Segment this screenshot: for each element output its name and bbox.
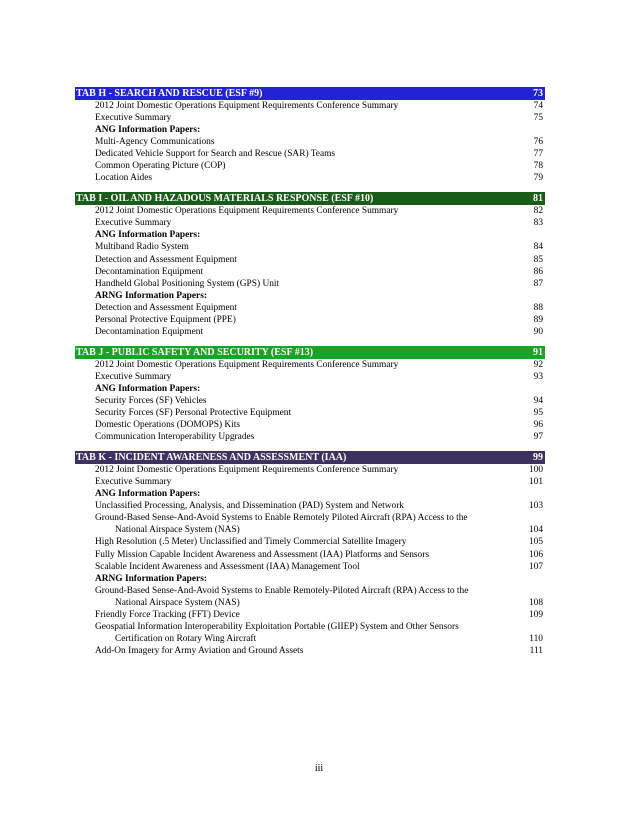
entry-page-number: 103 [528,501,543,512]
toc-section [75,451,545,657]
entry-page-number: 79 [533,173,543,184]
toc-subheading [75,290,545,302]
section-title: TAB I - OIL AND HAZADOUS MATERIALS RESPONSE (ESF #10) [76,193,374,205]
toc-entry[interactable] [75,609,545,621]
table-of-contents [75,87,545,665]
entry-page-number: 111 [529,645,543,656]
entry-label: Ground-Based Sense-And-Avoid Systems to Enable Remotely Piloted Aircraft (RPA) Access to the [95,513,468,524]
entry-label: ANG Information Papers: [95,383,201,394]
entry-page-number: 75 [533,113,543,124]
entry-page-number: 93 [533,371,543,382]
entry-page-number: 89 [533,314,543,325]
entry-page-number: 90 [533,326,543,337]
entry-label: Executive Summary [95,371,172,382]
toc-entry[interactable] [75,621,545,633]
entry-label: Ground-Based Sense-And-Avoid Systems to Enable Remotely-Piloted Aircraft (RPA) Access to the [95,585,469,596]
toc-entry[interactable] [75,100,545,112]
toc-subheading [75,383,545,395]
toc-entry[interactable] [75,549,545,561]
entry-label: ARNG Information Papers: [95,290,207,301]
entry-label: 2012 Joint Domestic Operations Equipment Requirements Conference Summary [95,465,399,476]
toc-entry[interactable] [75,585,545,597]
entry-label: ANG Information Papers: [95,489,201,500]
entry-label: Security Forces (SF) Personal Protective Equipment [95,408,292,419]
entry-label: Add-On Imagery for Army Aviation and Ground Assets [95,645,304,656]
toc-subheading [75,573,545,585]
entry-label: 2012 Joint Domestic Operations Equipment Requirements Conference Summary [95,101,399,111]
entry-label: Certification on Rotary Wing Aircraft [115,633,257,644]
entry-label: Scalable Incident Awareness and Assessment (IAA) Management Tool [95,561,360,572]
entry-label: 2012 Joint Domestic Operations Equipment Requirements Conference Summary [95,206,399,217]
entry-label: Decontamination Equipment [95,326,204,337]
entry-label: ARNG Information Papers: [95,573,207,584]
entry-page-number: 87 [533,278,543,289]
entry-label: Handheld Global Positioning System (GPS) Unit [95,278,280,289]
toc-entry[interactable] [75,302,545,314]
toc-section [75,346,545,443]
entry-label: Detection and Assessment Equipment [95,302,237,313]
entry-label: Unclassified Processing, Analysis, and Dissemination (PAD) System and Network [95,501,404,512]
entry-page-number: 101 [528,477,543,488]
toc-entry[interactable] [75,112,545,124]
toc-entry[interactable] [75,407,545,419]
entry-page-number [523,621,543,633]
page-number: iii [314,763,324,774]
entry-page-number: 107 [528,561,543,572]
entry-label: Security Forces (SF) Vehicles [95,395,207,406]
entry-page-number: 105 [528,537,543,548]
toc-subheading [75,229,545,241]
entry-page-number: 78 [533,161,543,172]
entry-page-number: 88 [533,302,543,313]
entry-label: ANG Information Papers: [95,230,201,241]
entry-page-number: 110 [529,633,543,644]
entry-label: Detection and Assessment Equipment [95,254,237,265]
entry-page-number: 86 [533,266,543,277]
entry-page-number: 76 [533,137,543,148]
entry-page-number: 94 [533,395,543,406]
toc-entry[interactable] [75,278,545,290]
entry-page-number: 95 [533,408,543,419]
section-header[interactable] [75,192,545,205]
entry-label: ANG Information Papers: [95,125,201,136]
entry-label: High Resolution (.5 Meter) Unclassified and Timely Commercial Satellite Imagery [95,537,407,548]
section-page-number: 73 [533,88,543,99]
section-page-number: 81 [533,193,543,205]
entry-page-number [523,290,543,302]
toc-entry[interactable] [75,217,545,229]
toc-entry[interactable] [75,512,545,524]
section-title: TAB K - INCIDENT AWARENESS AND ASSESSMENT (IAA) [76,452,347,464]
entry-page-number [523,512,543,524]
entry-page-number: 85 [533,254,543,265]
entry-label: National Airspace System (NAS) [115,597,240,608]
section-header[interactable] [75,87,545,100]
entry-label: National Airspace System (NAS) [115,525,240,536]
toc-entry[interactable] [75,254,545,266]
entry-page-number: 74 [533,101,543,111]
toc-entry[interactable] [75,536,545,548]
entry-page-number: 104 [528,525,543,536]
section-title: TAB H - SEARCH AND RESCUE (ESF #9) [76,88,263,99]
entry-page-number [523,488,543,500]
toc-entry[interactable] [75,160,545,172]
entry-label: Decontamination Equipment [95,266,204,277]
toc-entry[interactable] [75,148,545,160]
section-header[interactable] [75,346,545,359]
entry-page-number [523,124,543,136]
section-page-number: 91 [533,346,543,358]
entry-page-number [523,573,543,585]
entry-label: Executive Summary [95,218,172,229]
toc-entry[interactable] [75,326,545,338]
entry-page-number: 108 [528,597,543,608]
entry-page-number: 77 [533,149,543,160]
toc-entry[interactable] [75,431,545,443]
toc-entry[interactable] [75,371,545,383]
toc-entry[interactable] [75,633,545,645]
toc-entry[interactable] [75,205,545,217]
entry-label: Dedicated Vehicle Support for Search and Rescue (SAR) Teams [95,149,336,160]
section-header[interactable] [75,451,545,464]
toc-entry[interactable] [75,500,545,512]
toc-entry[interactable] [75,314,545,326]
section-title: TAB J - PUBLIC SAFETY AND SECURITY (ESF #13) [76,346,314,358]
toc-entry[interactable] [75,136,545,148]
toc-entry[interactable] [75,419,545,431]
entry-label: 2012 Joint Domestic Operations Equipment Requirements Conference Summary [95,359,399,370]
entry-label: Location Aides [95,173,153,184]
entry-page-number: 92 [533,359,543,370]
entry-label: Friendly Force Tracking (FFT) Device [95,609,240,620]
entry-page-number [523,229,543,241]
toc-entry[interactable] [75,476,545,488]
entry-page-number: 96 [533,420,543,431]
toc-subheading [75,488,545,500]
entry-page-number: 83 [533,218,543,229]
toc-entry[interactable] [75,464,545,476]
entry-page-number: 82 [533,206,543,217]
toc-entry[interactable] [75,524,545,536]
toc-entry[interactable] [75,172,545,184]
entry-page-number: 109 [528,609,543,620]
section-page-number: 99 [533,452,543,464]
toc-subheading [75,124,545,136]
toc-entry[interactable] [75,645,545,657]
toc-section [75,87,545,184]
entry-label: Geospatial Information Interoperability Exploitation Portable (GIIEP) System and Other Sensors [95,621,459,632]
entry-page-number [523,383,543,395]
toc-section [75,192,545,338]
toc-entry[interactable] [75,359,545,371]
entry-label: Communication Interoperability Upgrades [95,432,255,443]
entry-page-number [523,585,543,597]
toc-entry[interactable] [75,395,545,407]
toc-entry[interactable] [75,597,545,609]
entry-label: Common Operating Picture (COP) [95,161,226,172]
entry-page-number: 84 [533,242,543,253]
entry-page-number: 100 [528,465,543,476]
entry-page-number: 106 [528,549,543,560]
entry-label: Multiband Radio System [95,242,189,253]
entry-label: Executive Summary [95,113,172,124]
toc-entry[interactable] [75,561,545,573]
entry-label: Domestic Operations (DOMOPS) Kits [95,420,241,431]
entry-label: Fully Mission Capable Incident Awareness and Assessment (IAA) Platforms and Sensors [95,549,429,560]
entry-page-number: 97 [533,432,543,443]
toc-entry[interactable] [75,241,545,253]
entry-label: Multi-Agency Communications [95,137,215,148]
toc-entry[interactable] [75,266,545,278]
entry-label: Personal Protective Equipment (PPE) [95,314,236,325]
entry-label: Executive Summary [95,477,172,488]
